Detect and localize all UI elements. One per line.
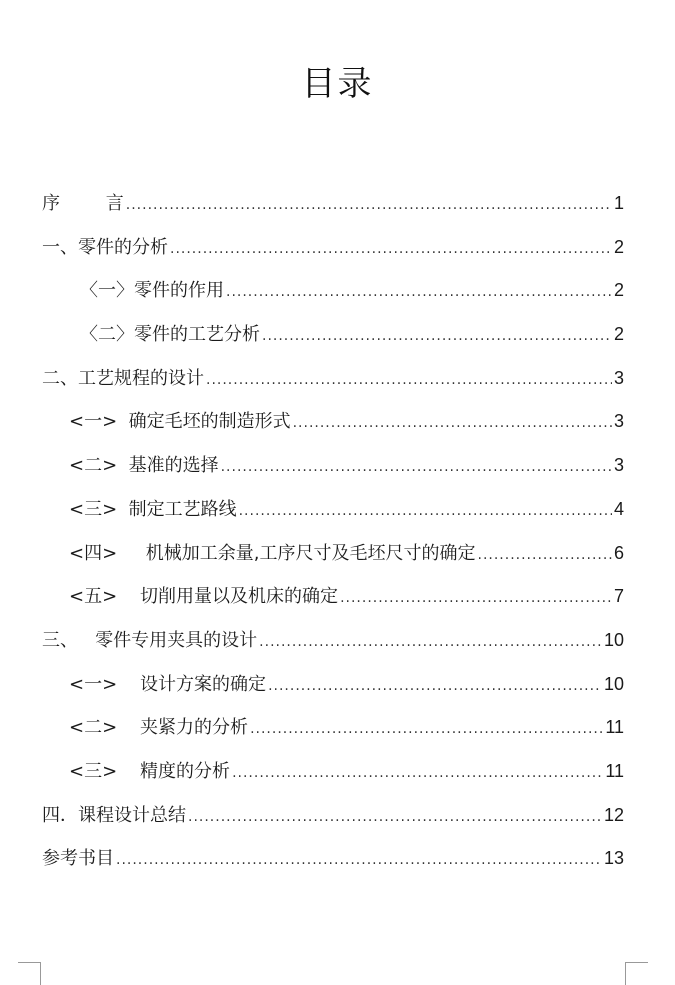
toc-page-number: 3 [613,455,624,476]
toc-page-number: 13 [603,848,624,869]
toc-entry[interactable] [42,182,624,226]
toc-page-number: 10 [603,629,624,650]
toc-dot-leader [478,534,612,578]
toc-entry-title: <一> 确定毛坯的制造形式 [69,411,291,433]
toc-dot-leader [340,577,612,621]
toc-page-number: 1 [613,193,624,213]
toc-entry[interactable] [42,313,624,357]
toc-entry-title: 参考书目 [42,848,114,870]
toc-dot-leader [259,621,602,665]
toc-page-number: 2 [613,236,624,257]
toc-entry-title: <二> 基准的选择 [69,455,219,477]
toc-entry-title: 序 言 [42,193,124,214]
toc-dot-leader [293,402,612,446]
toc-entry-title: 二、工艺规程的设计 [42,367,204,389]
toc-page-number: 11 [605,717,624,738]
toc-entry[interactable] [42,794,624,838]
toc-entry-title: 一、零件的分析 [42,236,168,258]
toc-page-number: 7 [613,586,624,607]
toc-entry-title: 四．课程设计总结 [42,804,186,826]
toc-dot-leader [188,796,602,840]
toc-page-number: 3 [613,367,624,388]
toc-entry-title: <一> 设计方案的确定 [69,673,267,695]
toc-page-number: 2 [613,280,624,301]
toc-dot-leader [250,708,603,752]
toc-entry[interactable] [42,750,624,794]
toc-entry-title: <二> 夹紧力的分析 [69,717,249,739]
table-of-contents [42,182,624,881]
toc-entry[interactable] [42,837,624,881]
page-title: 目录 [301,64,374,104]
toc-entry[interactable] [42,663,624,707]
toc-page-number: 10 [603,673,624,694]
toc-page-number: 3 [613,411,624,432]
toc-entry[interactable] [42,226,624,270]
toc-entry-title: <三> 制定工艺路线 [69,498,237,520]
toc-entry[interactable] [42,269,624,313]
toc-dot-leader [126,184,612,228]
toc-page-number: 4 [613,498,624,519]
toc-entry-title: 〈二〉零件的工艺分析 [80,324,260,346]
toc-entry[interactable] [42,357,624,401]
toc-entry-title: <五> 切削用量以及机床的确定 [69,586,339,608]
toc-dot-leader [221,446,612,490]
toc-dot-leader [268,665,602,709]
toc-entry-title: 〈一〉零件的作用 [80,280,224,302]
toc-page-number: 12 [603,804,624,825]
toc-dot-leader [170,228,612,272]
toc-dot-leader [116,839,602,883]
toc-dot-leader [262,315,612,359]
crop-mark-bottom-right [625,962,648,985]
toc-entry[interactable] [42,488,624,532]
toc-dot-leader [239,490,612,534]
toc-page-number: 6 [613,542,624,563]
toc-dot-leader [206,359,612,403]
toc-dot-leader [232,752,603,796]
toc-entry[interactable] [42,706,624,750]
toc-entry-title: <四> 机械加工余量,工序尺寸及毛坯尺寸的确定 [69,542,476,564]
toc-entry[interactable] [42,400,624,444]
toc-entry[interactable] [42,575,624,619]
toc-entry[interactable] [42,444,624,488]
toc-dot-leader [226,271,612,315]
toc-entry[interactable] [42,619,624,663]
toc-page-number: 11 [605,760,624,781]
toc-entry-title: <三> 精度的分析 [69,760,231,782]
toc-entry[interactable] [42,532,624,576]
crop-mark-bottom-left [18,962,41,985]
toc-entry-title: 三、 零件专用夹具的设计 [42,629,258,651]
toc-page-number: 2 [613,324,624,345]
